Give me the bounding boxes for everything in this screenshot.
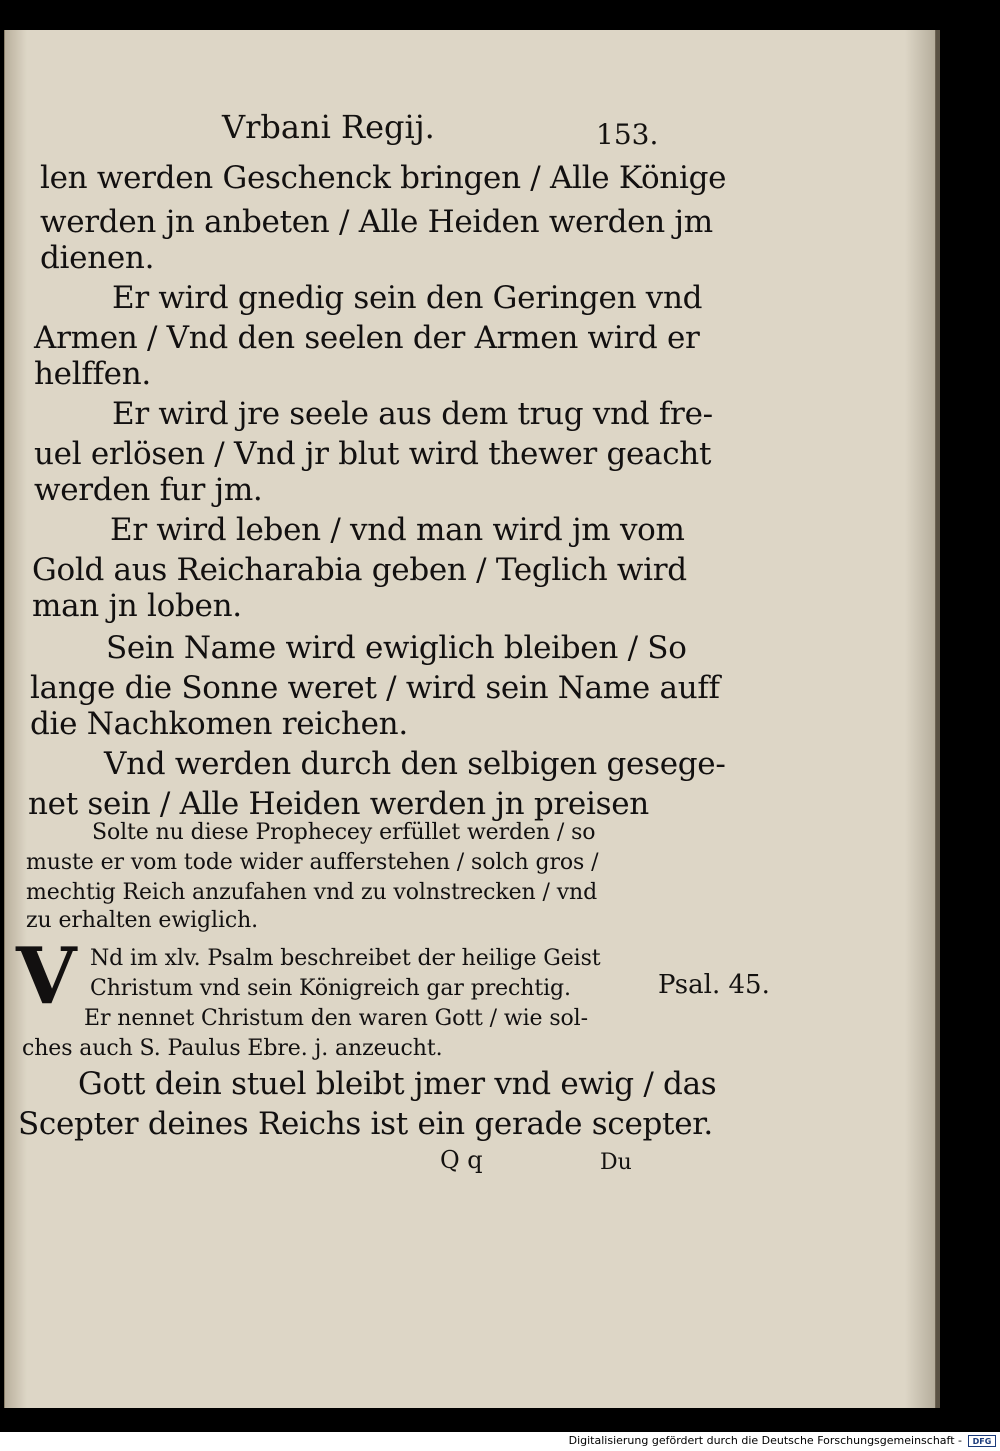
psalm-line: ches auch S. Paulus Ebre. j. anzeucht. <box>22 1036 443 1061</box>
running-title: Vrbani Regij. <box>222 108 435 146</box>
verse-line: Er wird jre seele aus dem trug vnd fre- <box>112 396 713 432</box>
footer-bar <box>0 1432 1000 1451</box>
verse-line: Vnd werden durch den selbigen gesege- <box>104 746 726 782</box>
verse-line: net sein / Alle Heiden werden jn preisen <box>28 786 649 822</box>
margin-note: Psal. 45. <box>658 970 770 1000</box>
verse-line: werden jn anbeten / Alle Heiden werden jm <box>40 204 713 240</box>
verse-line: Sein Name wird ewiglich bleiben / So <box>106 630 687 666</box>
verse-line: werden fur jm. <box>34 472 263 508</box>
commentary-line: zu erhalten ewiglich. <box>26 908 259 933</box>
signature-mark: Q q <box>440 1146 483 1174</box>
footer-credit: Digitalisierung gefördert durch die Deutsche Forschungsgemeinschaft - <box>568 1434 962 1447</box>
verse-line: Armen / Vnd den seelen der Armen wird er <box>34 320 700 356</box>
verse-line: len werden Geschenck bringen / Alle Könige <box>40 160 727 196</box>
verse-line: man jn loben. <box>32 588 242 624</box>
closing-verse-line: Gott dein stuel bleibt jmer vnd ewig / das <box>78 1066 717 1102</box>
psalm-line: Er nennet Christum den waren Gott / wie sol- <box>84 1006 588 1031</box>
closing-verse-line: Scepter deines Reichs ist ein gerade scepter. <box>18 1106 713 1142</box>
verse-line: helffen. <box>34 356 151 392</box>
commentary-line: Solte nu diese Prophecey erfüllet werden / so <box>92 820 596 845</box>
psalm-line: Christum vnd sein Königreich gar prechtig. <box>90 976 571 1001</box>
commentary-line: mechtig Reich anzufahen vnd zu volnstrecken / vnd <box>26 880 598 905</box>
verse-line: uel erlösen / Vnd jr blut wird thewer geacht <box>34 436 712 472</box>
page-edge <box>936 30 940 1408</box>
verse-line: Er wird leben / vnd man wird jm vom <box>110 512 685 548</box>
verse-line: dienen. <box>40 240 155 276</box>
page-number: 153. <box>596 118 659 151</box>
dfg-logo-icon: DFG <box>968 1435 996 1447</box>
verse-line: die Nachkomen reichen. <box>30 706 408 742</box>
catchword: Du <box>600 1150 632 1175</box>
drop-cap-initial: V <box>16 931 77 1022</box>
verse-line: Er wird gnedig sein den Geringen vnd <box>112 280 703 316</box>
verse-line: lange die Sonne weret / wird sein Name auff <box>30 670 720 706</box>
commentary-line: muste er vom tode wider aufferstehen / solch gros / <box>26 850 599 875</box>
verse-line: Gold aus Reicharabia geben / Teglich wird <box>32 552 687 588</box>
psalm-line: Nd im xlv. Psalm beschreibet der heilige Geist <box>90 946 601 971</box>
